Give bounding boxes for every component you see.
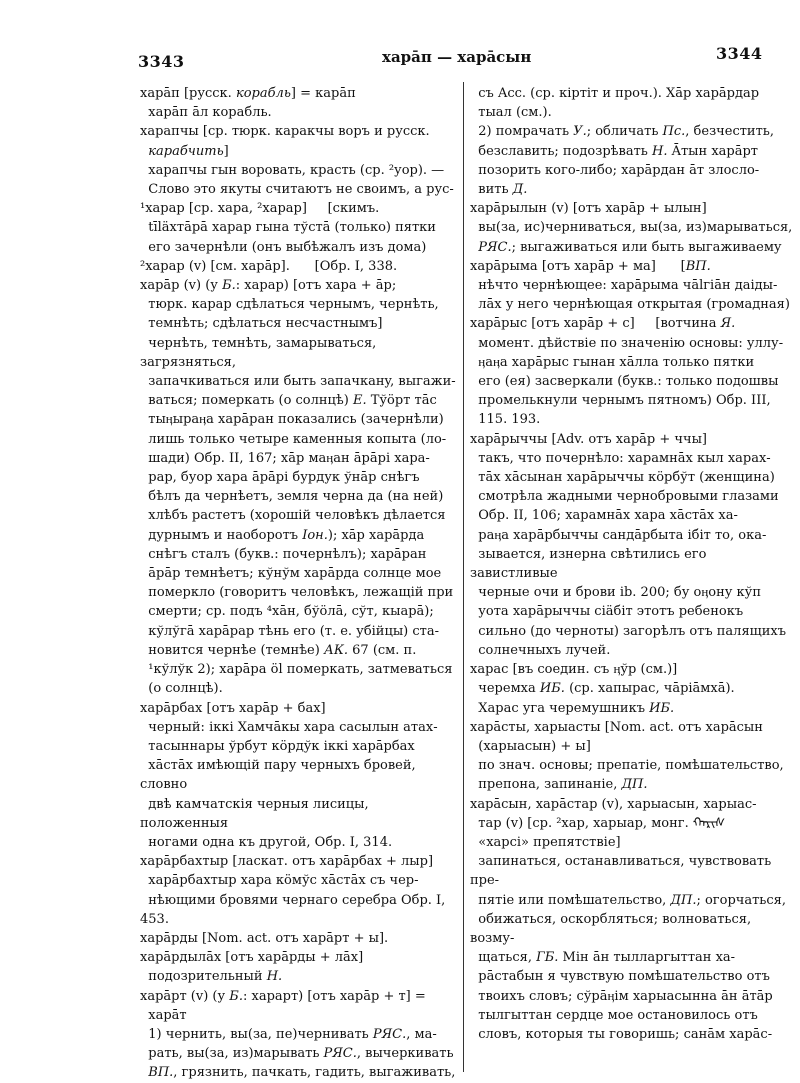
column-divider — [463, 82, 464, 1072]
right-column-text: съ Acc. (ср. кіртіт и проч.). Хāр харāрдар тыал (см.). 2) помрачать У.; обличать Пс., безчестить, безславить; подозрѣвать Н. Āтын харāрт позорить кого-либо; харāрдан āт злосло- вить Д. харāрылын (v) [отъ харāр + ылын] вы(за, ис)черниваться, вы(за, из)марываться, РЯС.; выгаживаться или быть выгаживаему харāрыма [отъ харāр + ма] [ВП. нѣчто чернѣющее: харāрыма чālгiāн даiды- лāх у него чернѣющая открытая (громадная) харāрыс [отъ харāр + с] [вотчина Я. момент. дѣйствіе по значенію основы: уллу- ӊаӊа харāрыс гынан хāлла только пятки его (ея) засверкали (букв.: только подошвы промелькнули чернымъ пятномъ) Обр. III, 115. 193. харāрыччы [Adv. отъ харāр + ччы] такъ, что почернѣло: харамнāх кыл харах- тāх хāсынан харāрыччы кöрбўт (женщина) смотрѣла жадными чернобровыми глазами Обр. II, 106; харамнāх хара хāстāх ха- раӊа харāрбыччы сандāрбыта іб́іт то, ока- зывается, изнерна свѣтились его завистливые черные очи и брови ib. 200; бу оӊону кўп уота харāрыччы сiäбiт этотъ ребенокъ сильно (до черноты) загорѣлъ отъ палящихъ солнечныхъ лучей. харас [въ соедин. съ ӊўр (см.)] черемха ИБ. (ср. хапырас, чāрiāмхā). Харас уга черемушникъ ИБ. харāсты, харыасты [Nom. act. отъ харāсын (харыасын) + ы] по знач. основы; препатіе, помѣшательство, препона, запинаніе, ДП. харāсын, харāстар (v), харыасын, харыас- тар (v) [ср. ²хар, харыар, монг. ᠬᠠᠷᠢᠰ «харсi» препятствіе] запинаться, останавливаться, чувствовать пре- пятіе или помѣшательство, ДП.; огорчаться, обижаться, оскорбляться; волноваться, возму- щаться, ГБ. Мiн āн тылларгыттан ха- рāстабын я чувствую помѣшательство отъ твоихъ словъ; сўрāӊiм харыасынна āн āтāр тылгыттан сердце мое остановилось отъ словъ, которыя ты говоришь; санāм харāс- — [470, 86, 793, 1042]
running-head: харāп — харāсын — [382, 48, 532, 66]
right-column — [470, 84, 796, 1044]
left-column-text: харāп [русск. корабль] = карāп харāп āл корабль. харапчы [ср. тюрк. каракчы воръ и русск. карабчить] харапчы гын воровать, красть (ср. ²уор). — Слово это якуты считаютъ не своимъ, а рус- ¹харар [ср. хара, ²харар] [скимъ. tīläхтāрā харар гына тўстā (только) пятки его зачернѣли (онъ выбѣжалъ изъ дома) ²харар (v) [см. харāр]. [Обр. I, 338. харāр (v) (у Б.: харар) [отъ хара + āр; тюрк. карар сдѣлаться чернымъ, чернѣть, темнѣть; сдѣлаться несчастнымъ] чернѣть, темнѣть, замарываться, загрязняться, запачкиваться или быть запачканy, выгажи- ваться; померкать (о солнцѣ) Е. Тўöрт тāс тыӊыраӊа харāран показались (зачернѣли) лишь только четыре каменныя копыта (ло- шади) Обр. II, 167; хāр маӊан āрāрі хара- рар, буор хара āрāрі бурдук ўнāр снѣгъ бѣлъ да чернѣетъ, земля черна да (на ней) хлѣбъ растетъ (хорошій человѣкъ дѣлается дурнымъ и наоборотъ Іон.); хāр харāрда снѣгъ сталъ (букв.: почернѣлъ); харāран āрāр темнѣетъ; кўнўм харāрда солнце мое померкло (говоритъ человѣкъ, лежащій при смерти; ср. подъ ⁴хāн, бўöлā, сўт, кыарā); кўлўгā харāрар тѣнь его (т. е. убійцы) ста- новится чернѣе (темнѣе) АК. 67 (см. п. ¹кўлўк 2); харāра öl померкать, затмеваться (о солнцѣ). харāрбах [отъ харāр + бах] черный: іккі Хамчāкы хара сасылын атах- тасыннары ўрбут кöрдўк іккі харāрбах хāстāх имѣющій пару черныхъ бровей, словно двѣ камчатскія черныя лисицы, положенныя ногами одна къ другой, Обр. I, 314. харāрбахтыр [ласкат. отъ харāрбах + лыр] харāрбахтыр хара кöмўс хāстāх съ чер- нѣющими бровями чернаго серебра Обр. I, 453. харāрды [Nom. act. отъ харāрт + ы]. харāрдылāх [отъ харāрды + лāх] подозрительный Н. харāрт (v) (у Б.: харарт) [отъ харāр + т] = харāт 1) чернить, вы(за, пе)чернивать РЯС., ма- рать, вы(за, из)марывать РЯС., вычеркивать ВП., грязнить, пачкать, гадить, выгаживать, — [140, 86, 456, 1081]
page-number-left: 3343 — [138, 52, 185, 71]
page-header — [0, 0, 800, 80]
page-number-right: 3344 — [716, 44, 763, 63]
left-column — [140, 84, 458, 1083]
